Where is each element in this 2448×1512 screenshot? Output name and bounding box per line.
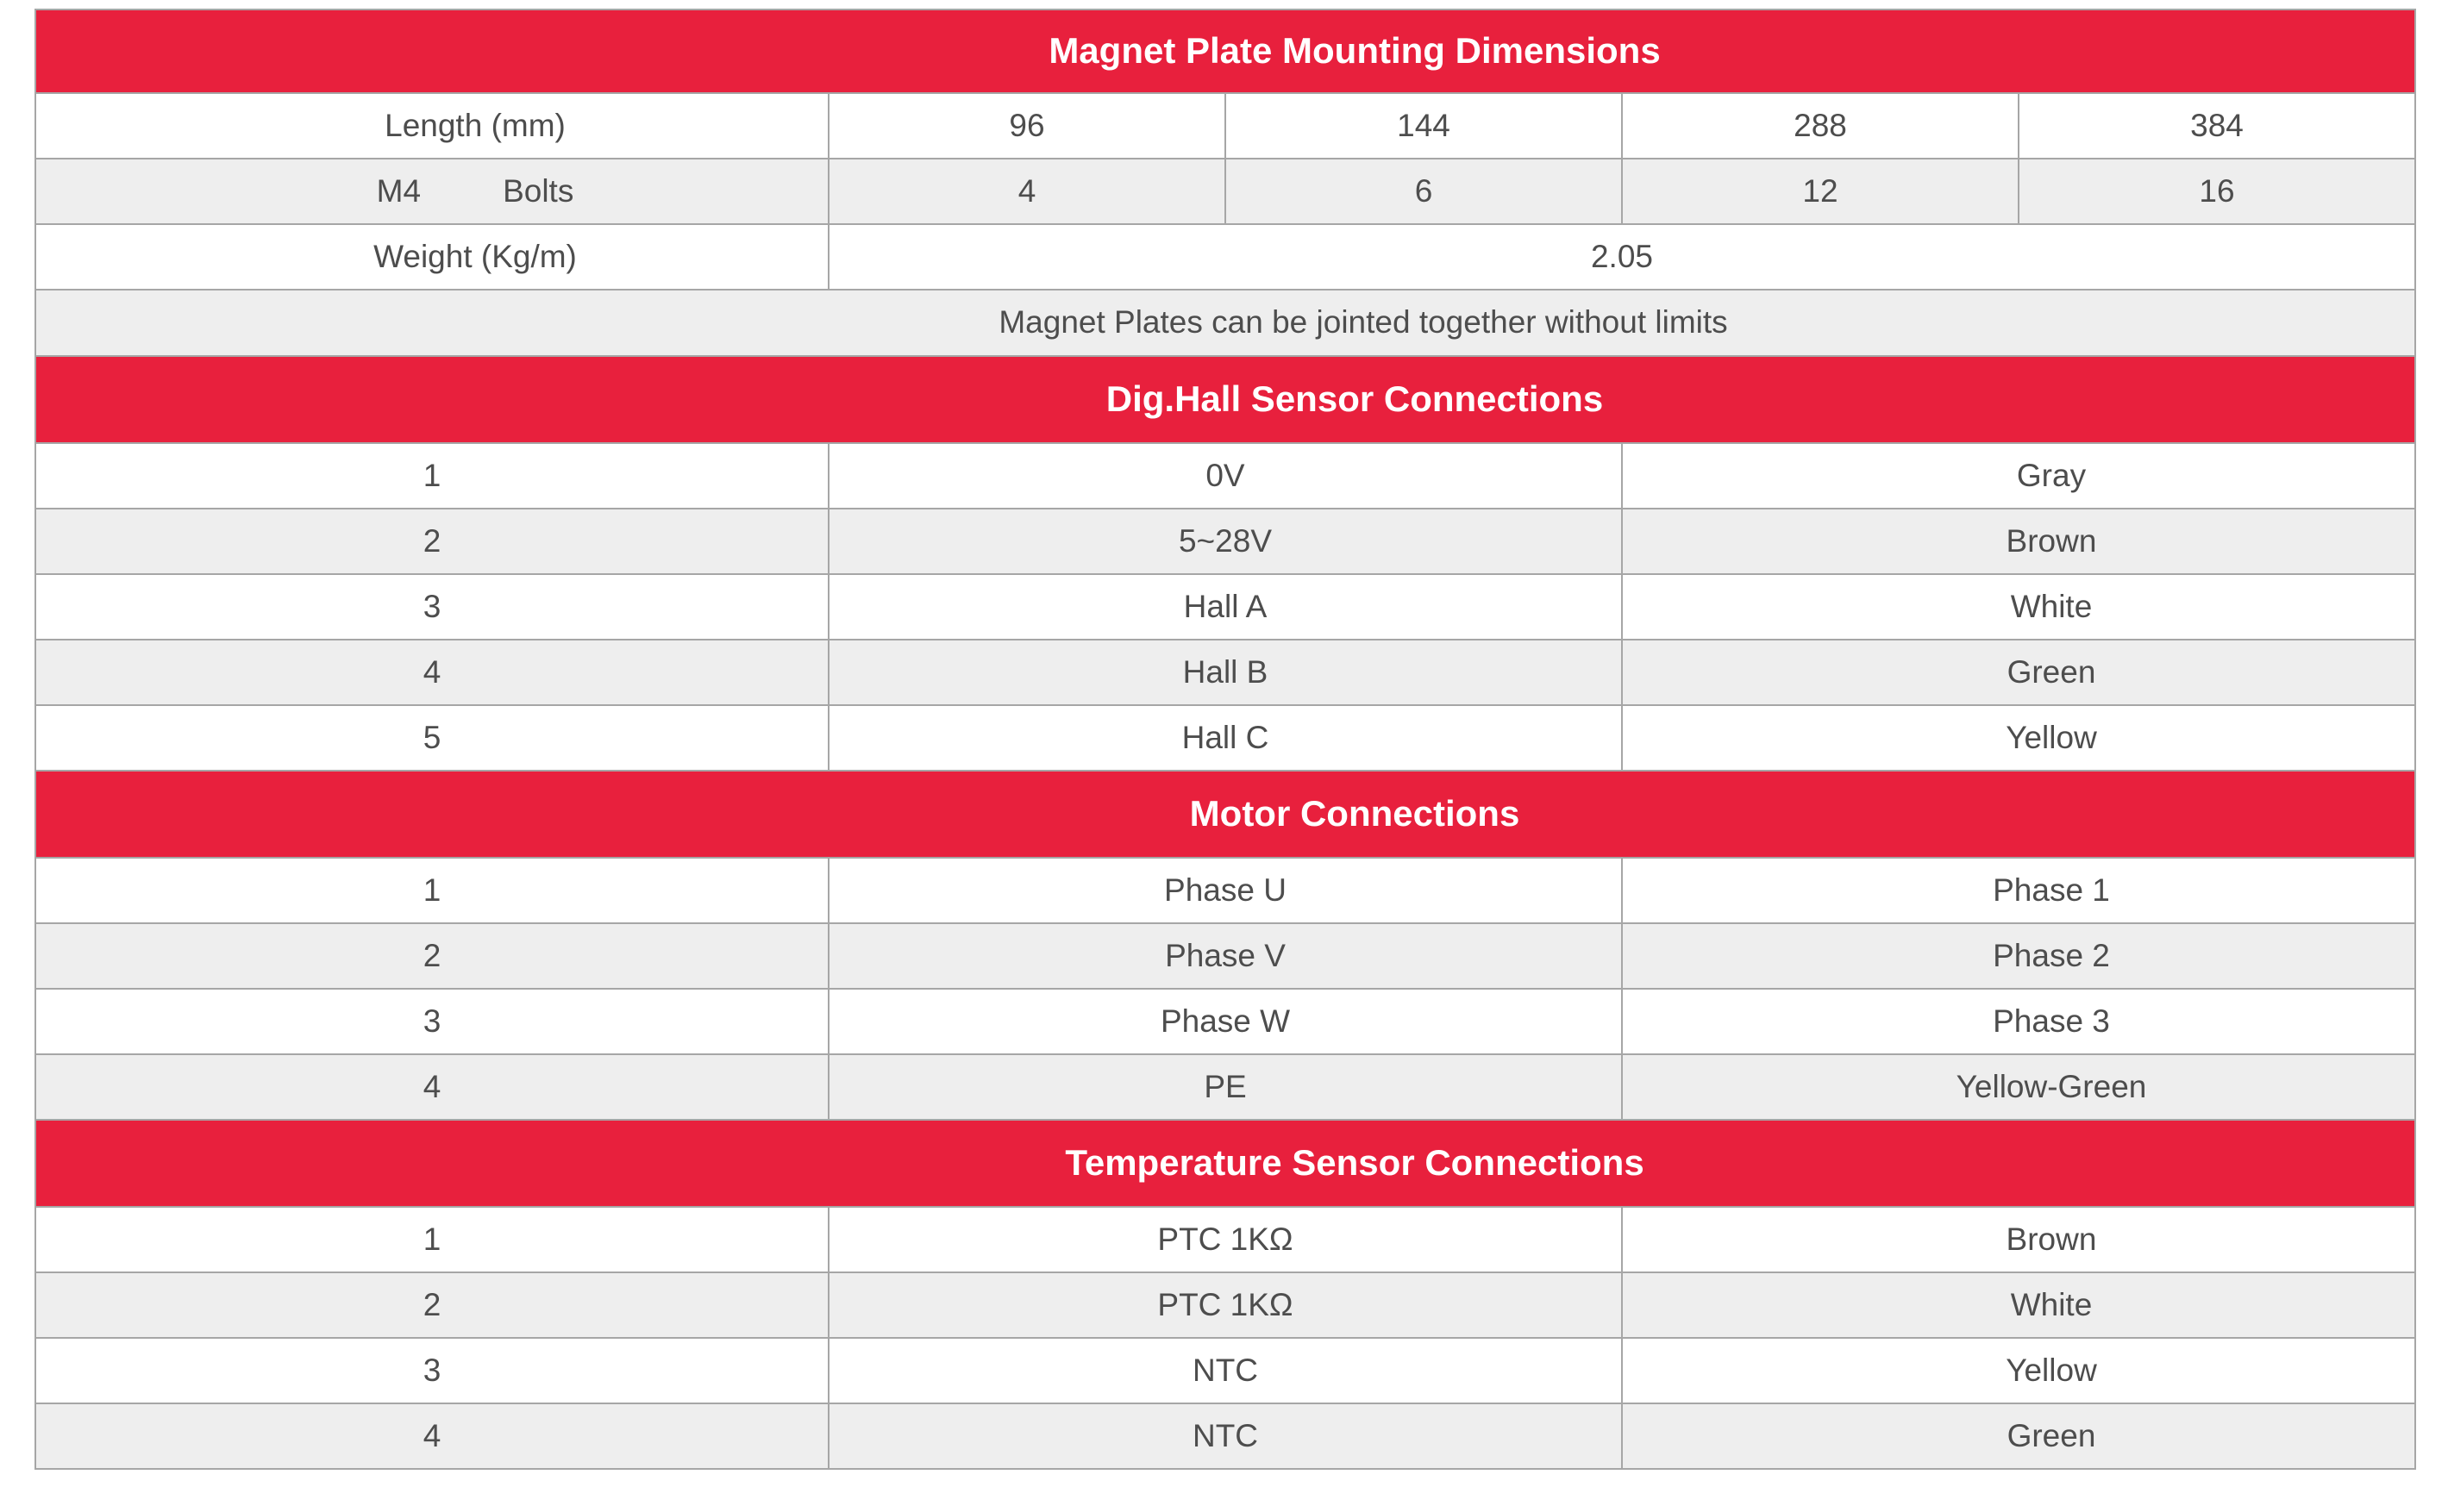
table-row: [35, 1054, 2415, 1120]
signal-cell: PE: [829, 1054, 1622, 1120]
signal-cell: Hall A: [829, 574, 1622, 640]
pin-cell: 3: [35, 989, 829, 1054]
signal-cell: Phase U: [829, 858, 1622, 923]
wire-cell: Phase 3: [1622, 989, 2415, 1054]
wire-cell: Phase 2: [1622, 923, 2415, 989]
wire-cell: Green: [1622, 640, 2415, 705]
table-row: [35, 1207, 2415, 1272]
section-header-temperature: [35, 1120, 2415, 1207]
section-title-magnet-dimensions: Magnet Plate Mounting Dimensions: [35, 9, 2415, 93]
bolts-label-suffix: Bolts: [503, 172, 574, 209]
section-title-hall-sensor: Dig.Hall Sensor Connections: [35, 356, 2415, 443]
wire-cell: Green: [1622, 1403, 2415, 1469]
pin-cell: 2: [35, 923, 829, 989]
signal-cell: 5~28V: [829, 509, 1622, 574]
bolts-label: [35, 159, 829, 224]
pin-cell: 1: [35, 443, 829, 509]
joint-note-text: Magnet Plates can be jointed together without limits: [35, 290, 2415, 356]
table-row: [35, 858, 2415, 923]
wire-cell: White: [1622, 574, 2415, 640]
signal-cell: PTC 1KΩ: [829, 1207, 1622, 1272]
pin-cell: 4: [35, 1054, 829, 1120]
signal-cell: NTC: [829, 1338, 1622, 1403]
length-label: Length (mm): [35, 93, 829, 159]
signal-cell: Hall C: [829, 705, 1622, 771]
pin-cell: 5: [35, 705, 829, 771]
table-row: [35, 509, 2415, 574]
weight-value: 2.05: [829, 224, 2415, 290]
pin-cell: 1: [35, 1207, 829, 1272]
table-row: [35, 1338, 2415, 1403]
wire-cell: Yellow-Green: [1622, 1054, 2415, 1120]
section-title-temperature: Temperature Sensor Connections: [35, 1120, 2415, 1207]
pin-cell: 4: [35, 640, 829, 705]
bolts-value-1: 4: [829, 159, 1225, 224]
signal-cell: PTC 1KΩ: [829, 1272, 1622, 1338]
table-row: [35, 1272, 2415, 1338]
pin-cell: 2: [35, 509, 829, 574]
wire-cell: Phase 1: [1622, 858, 2415, 923]
table-row-length: [35, 93, 2415, 159]
wire-cell: Yellow: [1622, 1338, 2415, 1403]
table-row-weight: [35, 224, 2415, 290]
bolts-label-prefix: M4: [376, 172, 422, 209]
table-row-bolts: [35, 159, 2415, 224]
signal-cell: NTC: [829, 1403, 1622, 1469]
wire-cell: Brown: [1622, 1207, 2415, 1272]
signal-cell: Phase W: [829, 989, 1622, 1054]
table-row: [35, 989, 2415, 1054]
section-title-motor: Motor Connections: [35, 771, 2415, 858]
wire-cell: Gray: [1622, 443, 2415, 509]
table-row: [35, 923, 2415, 989]
table-row: [35, 1403, 2415, 1469]
pin-cell: 4: [35, 1403, 829, 1469]
pin-cell: 2: [35, 1272, 829, 1338]
bolts-value-3: 12: [1622, 159, 2019, 224]
table-row: [35, 574, 2415, 640]
section-header-magnet-dimensions: [35, 9, 2415, 93]
section-header-hall-sensor: [35, 356, 2415, 443]
signal-cell: Hall B: [829, 640, 1622, 705]
weight-label: Weight (Kg/m): [35, 224, 829, 290]
table-row: [35, 443, 2415, 509]
wire-cell: Yellow: [1622, 705, 2415, 771]
signal-cell: Phase V: [829, 923, 1622, 989]
bolts-value-2: 6: [1225, 159, 1622, 224]
pin-cell: 3: [35, 574, 829, 640]
bolts-value-4: 16: [2019, 159, 2415, 224]
length-value-384: 384: [2019, 93, 2415, 159]
length-value-96: 96: [829, 93, 1225, 159]
section-header-motor: [35, 771, 2415, 858]
table-row-joint-note: [35, 290, 2415, 356]
spec-table: [34, 9, 2416, 1470]
table-row: [35, 705, 2415, 771]
length-value-144: 144: [1225, 93, 1622, 159]
signal-cell: 0V: [829, 443, 1622, 509]
table-row: [35, 640, 2415, 705]
pin-cell: 3: [35, 1338, 829, 1403]
pin-cell: 1: [35, 858, 829, 923]
wire-cell: White: [1622, 1272, 2415, 1338]
length-value-288: 288: [1622, 93, 2019, 159]
wire-cell: Brown: [1622, 509, 2415, 574]
